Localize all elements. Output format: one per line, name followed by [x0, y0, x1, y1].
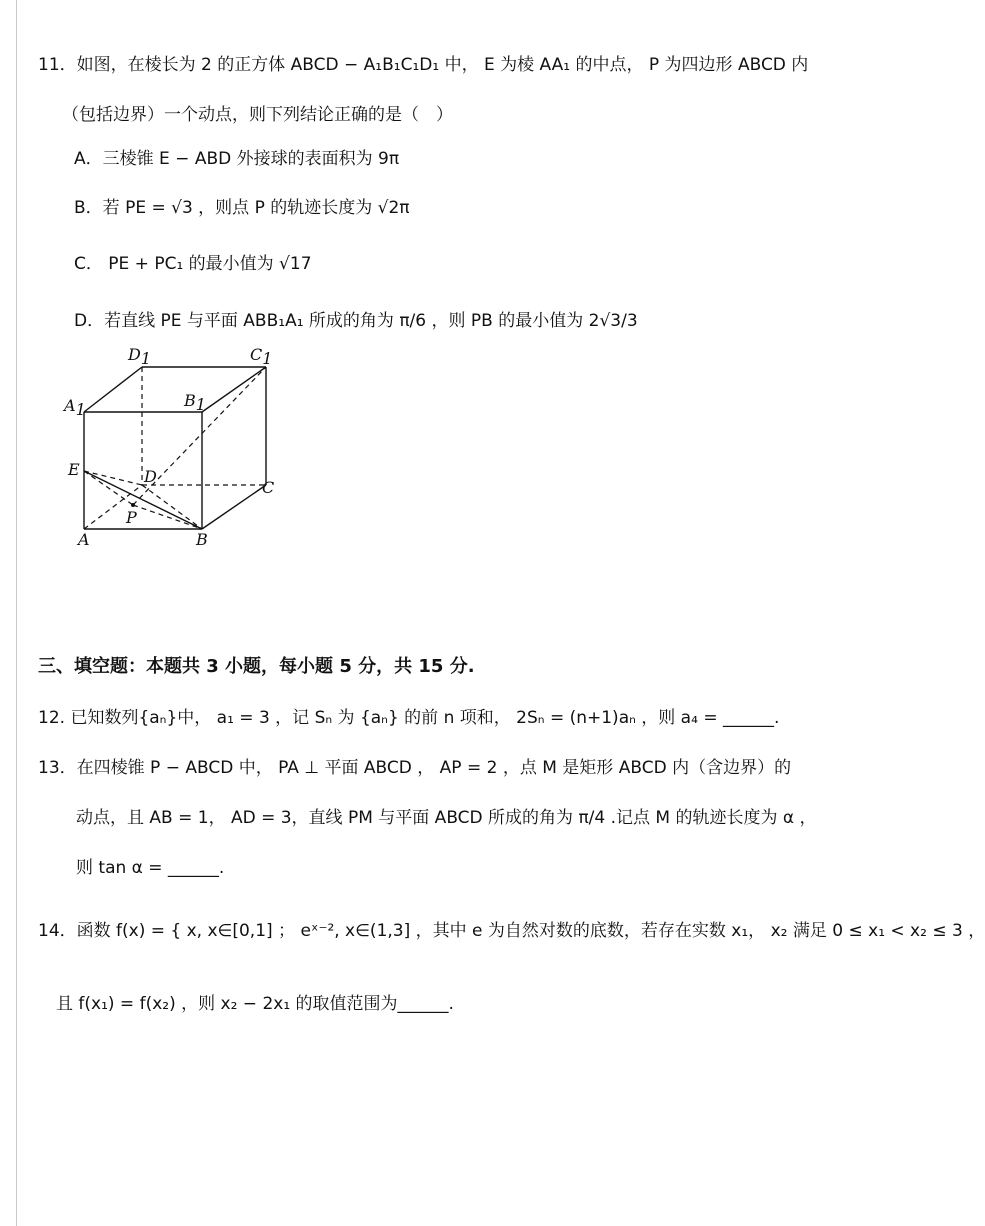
segment-PB	[133, 505, 202, 529]
q13-line2: 动点，且 AB = 1， AD = 3，直线 PM 与平面 ABCD 所成的角为 π/4 .记点 M 的轨迹长度为 α ，	[76, 808, 817, 828]
q11-option-d: D．若直线 PE 与平面 ABB₁A₁ 所成的角为 π/6 ，则 PB 的最小值为 2√3/3	[74, 311, 638, 331]
q11-option-c: C． PE + PC₁ 的最小值为 √17	[74, 254, 312, 274]
q11-stem-line2: （包括边界）一个动点，则下列结论正确的是（ ）	[62, 105, 453, 125]
left-margin-rule	[16, 0, 17, 1226]
q14-line2: 且 f(x₁) = f(x₂) ，则 x₂ − 2x₁ 的取值范围为______.	[56, 994, 454, 1014]
edge-A1D1	[84, 367, 142, 412]
q11-option-b: B．若 PE = √3 ，则点 P 的轨迹长度为 √2π	[74, 198, 410, 218]
section3-heading: 三、填空题：本题共 3 小题，每小题 5 分，共 15 分.	[38, 656, 475, 677]
q11-option-a: A．三棱锥 E − ABD 外接球的表面积为 9π	[74, 149, 400, 169]
cube-figure	[60, 345, 300, 555]
label-B1: B1	[184, 391, 206, 414]
segment-EP	[84, 471, 133, 505]
label-A1: A1	[64, 396, 86, 419]
label-E: E	[68, 460, 80, 479]
q14-line1: 14．函数 f(x) = { x, x∈[0,1] ； eˣ⁻², x∈(1,3] ，其中 e 为自然对数的底数，若存在实数 x₁， x₂ 满足 0 ≤ x₁ < x₂ ≤ 3 ，	[38, 921, 985, 941]
label-D: D	[144, 467, 157, 486]
label-A: A	[78, 530, 90, 549]
point-P	[131, 503, 135, 507]
label-C1: C1	[250, 345, 273, 368]
label-P: P	[126, 508, 137, 527]
segment-EB	[84, 471, 202, 529]
edge-B1C1	[202, 367, 266, 412]
label-D1: D1	[128, 345, 152, 368]
q12-text: 12. 已知数列{aₙ}中， a₁ = 3 ，记 Sₙ 为 {aₙ} 的前 n 项和， 2Sₙ = (n+1)aₙ ，则 a₄ = ______.	[38, 708, 780, 728]
edge-BC	[202, 485, 266, 529]
segment-ED	[84, 471, 142, 485]
label-C: C	[262, 478, 275, 497]
cube-diagram	[60, 345, 300, 555]
q11-stem-line1: 11．如图，在棱长为 2 的正方体 ABCD − A₁B₁C₁D₁ 中， E 为棱 AA₁ 的中点， P 为四边形 ABCD 内	[38, 55, 809, 75]
segment-DB	[142, 485, 202, 529]
q13-line1: 13．在四棱锥 P − ABCD 中， PA ⊥ 平面 ABCD ， AP = 2 ，点 M 是矩形 ABCD 内（含边界）的	[38, 758, 792, 778]
label-B: B	[196, 530, 208, 549]
q13-line3: 则 tan α = ______.	[76, 858, 225, 878]
